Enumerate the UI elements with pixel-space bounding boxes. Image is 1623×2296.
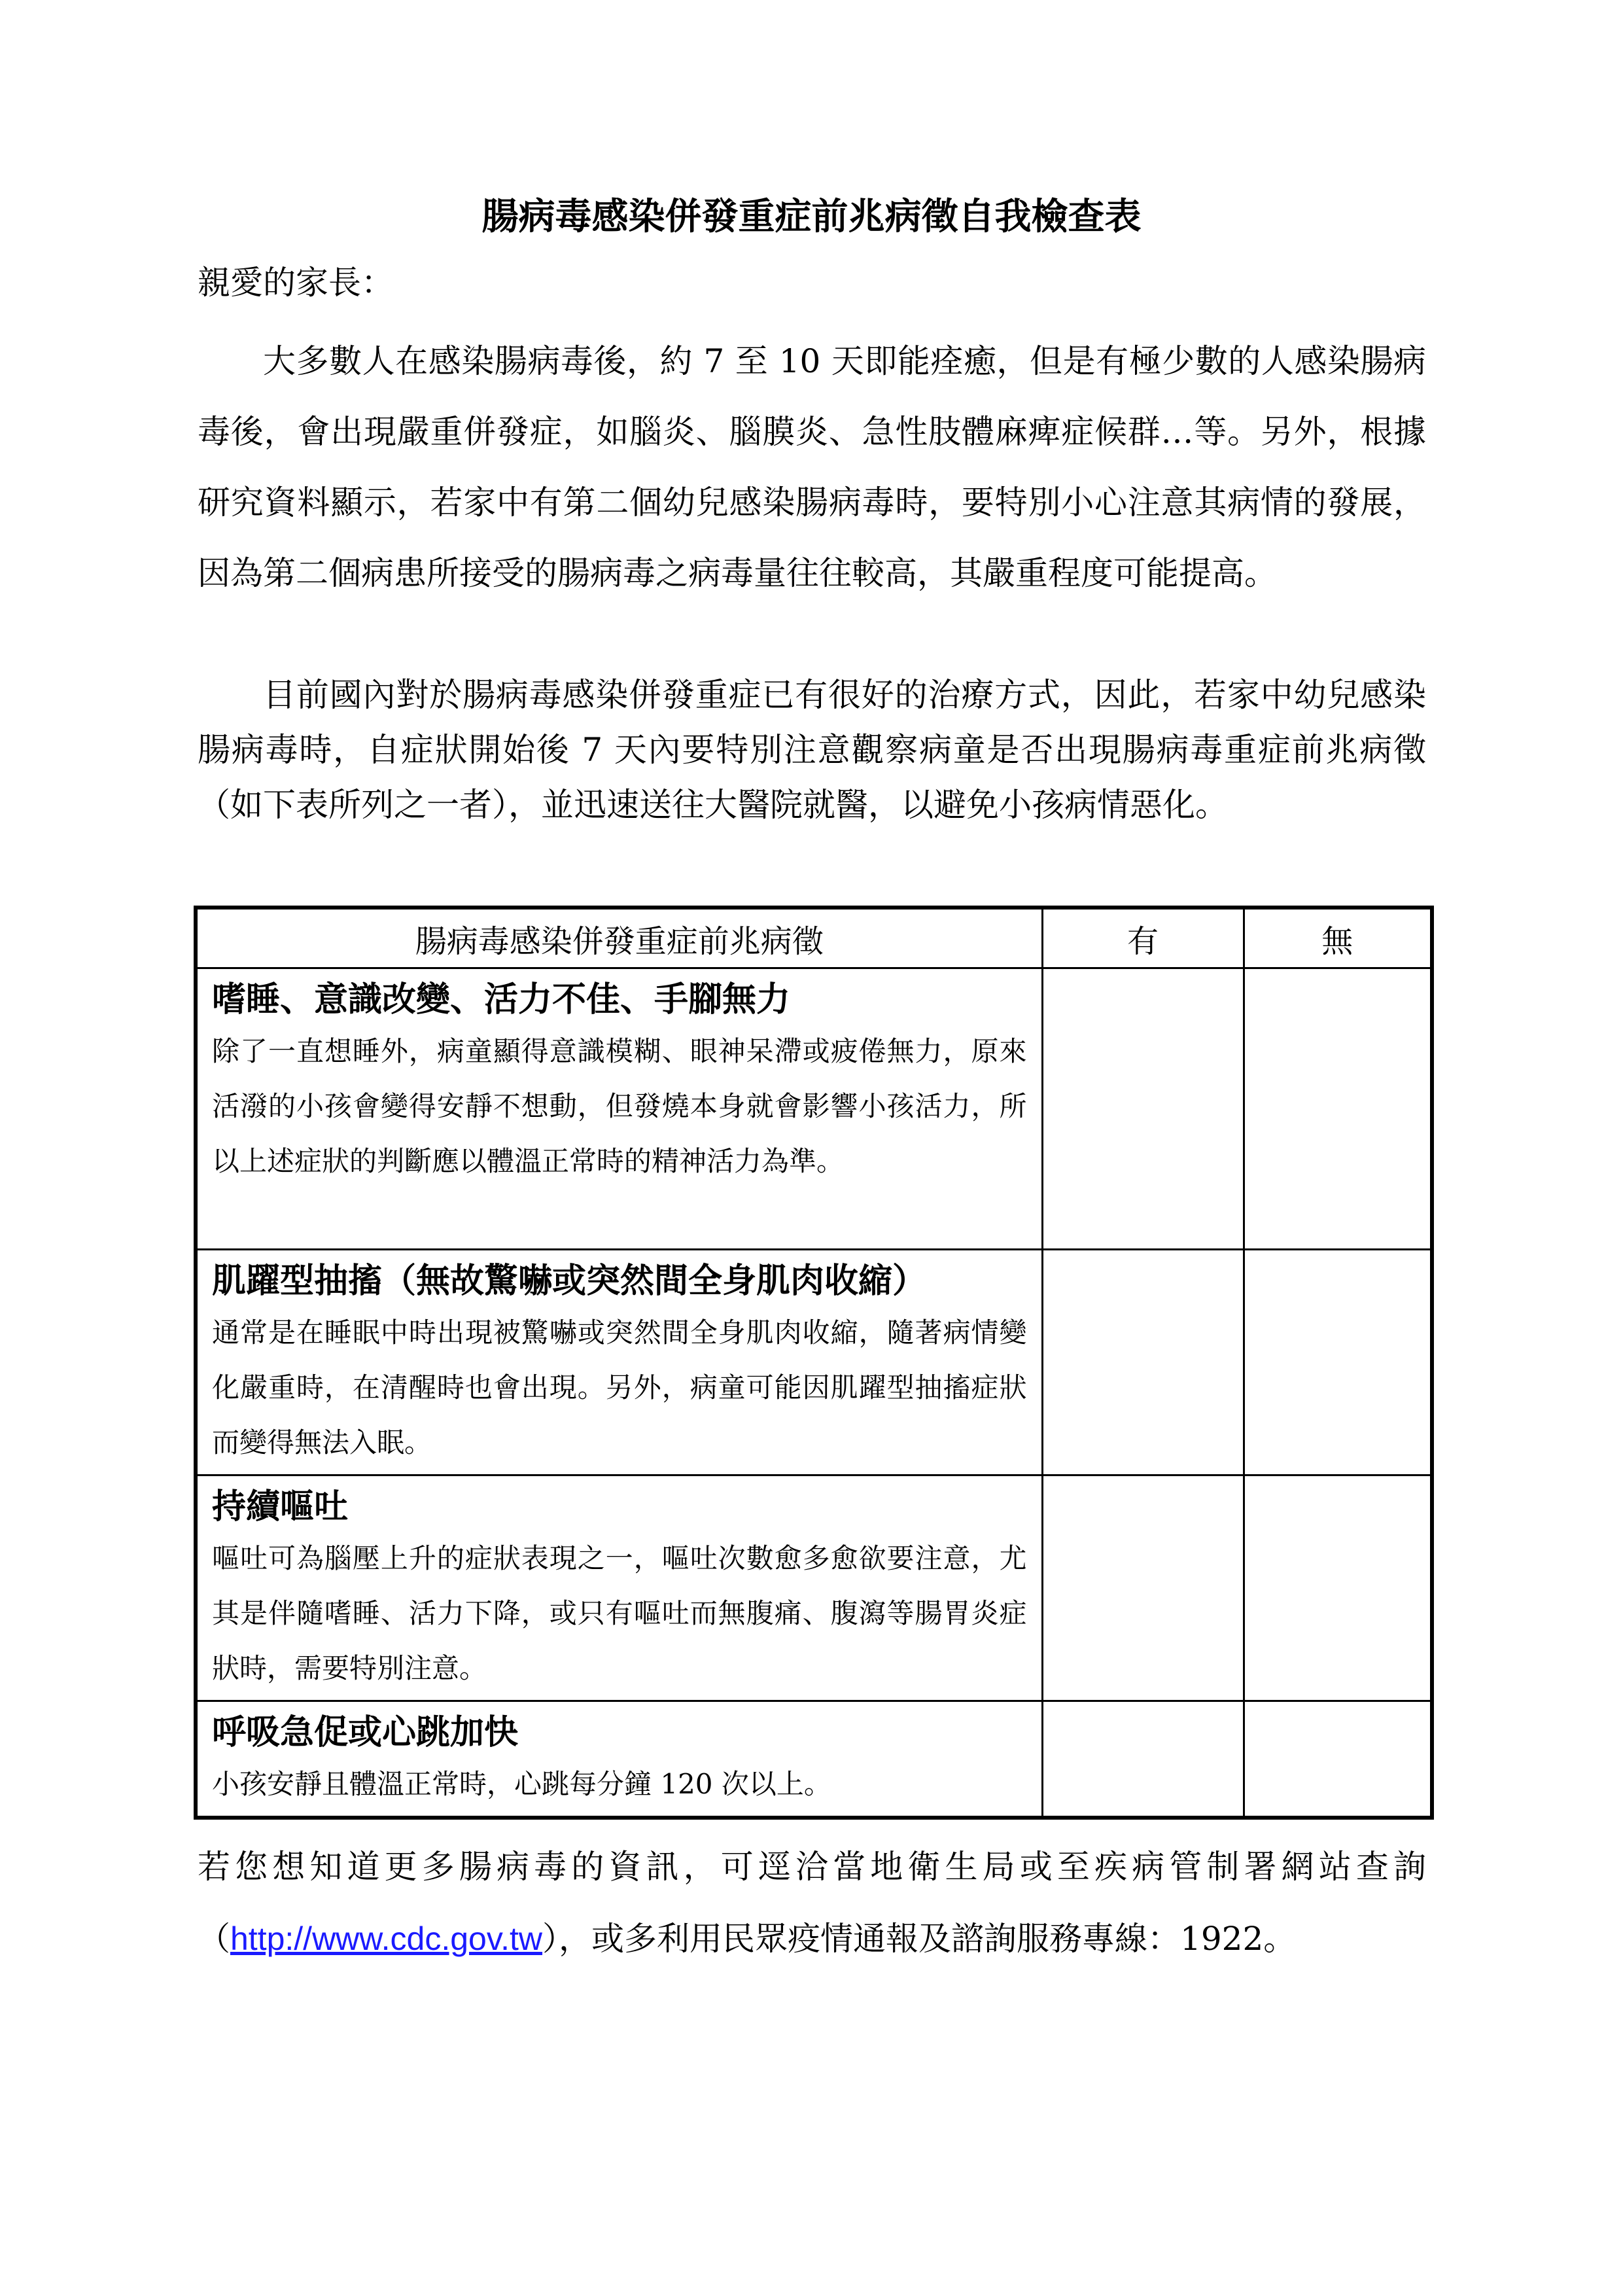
table-row bbox=[196, 1701, 1432, 1818]
check-no-cell[interactable] bbox=[1244, 1250, 1432, 1475]
symptom-desc: 通常是在睡眠中時出現被驚嚇或突然間全身肌肉收縮，隨著病情變化嚴重時，在清醒時也會出現。另外，病童可能因肌躍型抽搐症狀而變得無法入眠。 bbox=[212, 1316, 1027, 1458]
symptom-cell bbox=[196, 1250, 1042, 1475]
symptom-cell bbox=[196, 1475, 1042, 1701]
footer-info bbox=[198, 1831, 1426, 1975]
check-yes-cell[interactable] bbox=[1042, 968, 1244, 1250]
table-row bbox=[196, 968, 1432, 1250]
symptom-desc: 除了一直想睡外，病童顯得意識模糊、眼神呆滯或疲倦無力，原來活潑的小孩會變得安靜不想動，但發燒本身就會影響小孩活力，所以上述症狀的判斷應以體溫正常時的精神活力為準。 bbox=[212, 1035, 1027, 1177]
table-header-row bbox=[196, 908, 1432, 968]
check-yes-cell[interactable] bbox=[1042, 1475, 1244, 1701]
intro-paragraph: 大多數人在感染腸病毒後，約 7 至 10 天即能痊癒，但是有極少數的人感染腸病毒後，會出現嚴重併發症，如腦炎、腦膜炎、急性肢體麻痺症候群…等。另外，根據研究資料顯示，若家中有第二個幼兒感染腸病毒時，要特別小心注意其病情的發展，因為第二個病患所接受的腸病毒之病毒量往往較高，其嚴重程度可能提高。 bbox=[198, 342, 1426, 592]
symptom-cell bbox=[196, 1701, 1042, 1818]
footer-text-before: 若您想知道更多腸病毒的資訊，可逕洽當地衛生局或至疾病管制署網站查詢（ bbox=[198, 1848, 1426, 1958]
cdc-website-link[interactable]: http://www.cdc.gov.tw bbox=[230, 1920, 543, 1957]
check-yes-cell[interactable] bbox=[1042, 1250, 1244, 1475]
symptom-desc: 嘔吐可為腦壓上升的症狀表現之一，嘔吐次數愈多愈欲要注意，尤其是伴隨嗜睡、活力下降，或只有嘔吐而無腹痛、腹瀉等腸胃炎症狀時，需要特別注意。 bbox=[212, 1542, 1027, 1684]
symptom-title: 嗜睡、意識改變、活力不佳、手腳無力 bbox=[212, 980, 791, 1019]
table-row bbox=[196, 1250, 1432, 1475]
header-yes: 有 bbox=[1042, 908, 1244, 968]
check-yes-cell[interactable] bbox=[1042, 1701, 1244, 1818]
symptom-title: 呼吸急促或心跳加快 bbox=[212, 1713, 519, 1752]
table-row bbox=[196, 1475, 1432, 1701]
header-no: 無 bbox=[1244, 908, 1432, 968]
check-no-cell[interactable] bbox=[1244, 968, 1432, 1250]
symptom-title: 持續嘔吐 bbox=[212, 1487, 349, 1527]
symptom-cell bbox=[196, 968, 1042, 1250]
footer-text-after: ），或多利用民眾疫情通報及諮詢服務專線：1922。 bbox=[542, 1920, 1297, 1958]
check-no-cell[interactable] bbox=[1244, 1701, 1432, 1818]
symptom-title: 肌躍型抽搐（無故驚嚇或突然間全身肌肉收縮） bbox=[212, 1262, 927, 1301]
header-symptom: 腸病毒感染併發重症前兆病徵 bbox=[196, 908, 1042, 968]
check-no-cell[interactable] bbox=[1244, 1475, 1432, 1701]
document-title: 腸病毒感染併發重症前兆病徵自我檢查表 bbox=[481, 196, 1142, 238]
symptom-checklist-table bbox=[194, 906, 1434, 1820]
advice-paragraph: 目前國內對於腸病毒感染併發重症已有很好的治療方式，因此，若家中幼兒感染腸病毒時，自症狀開始後 7 天內要特別注意觀察病童是否出現腸病毒重症前兆病徵（如下表所列之一者），並迅速送往大醫院就醫，以避免小孩病情惡化。 bbox=[198, 676, 1426, 824]
symptom-desc: 小孩安靜且體溫正常時，心跳每分鐘 120 次以上。 bbox=[212, 1768, 831, 1800]
salutation: 親愛的家長： bbox=[198, 264, 394, 302]
